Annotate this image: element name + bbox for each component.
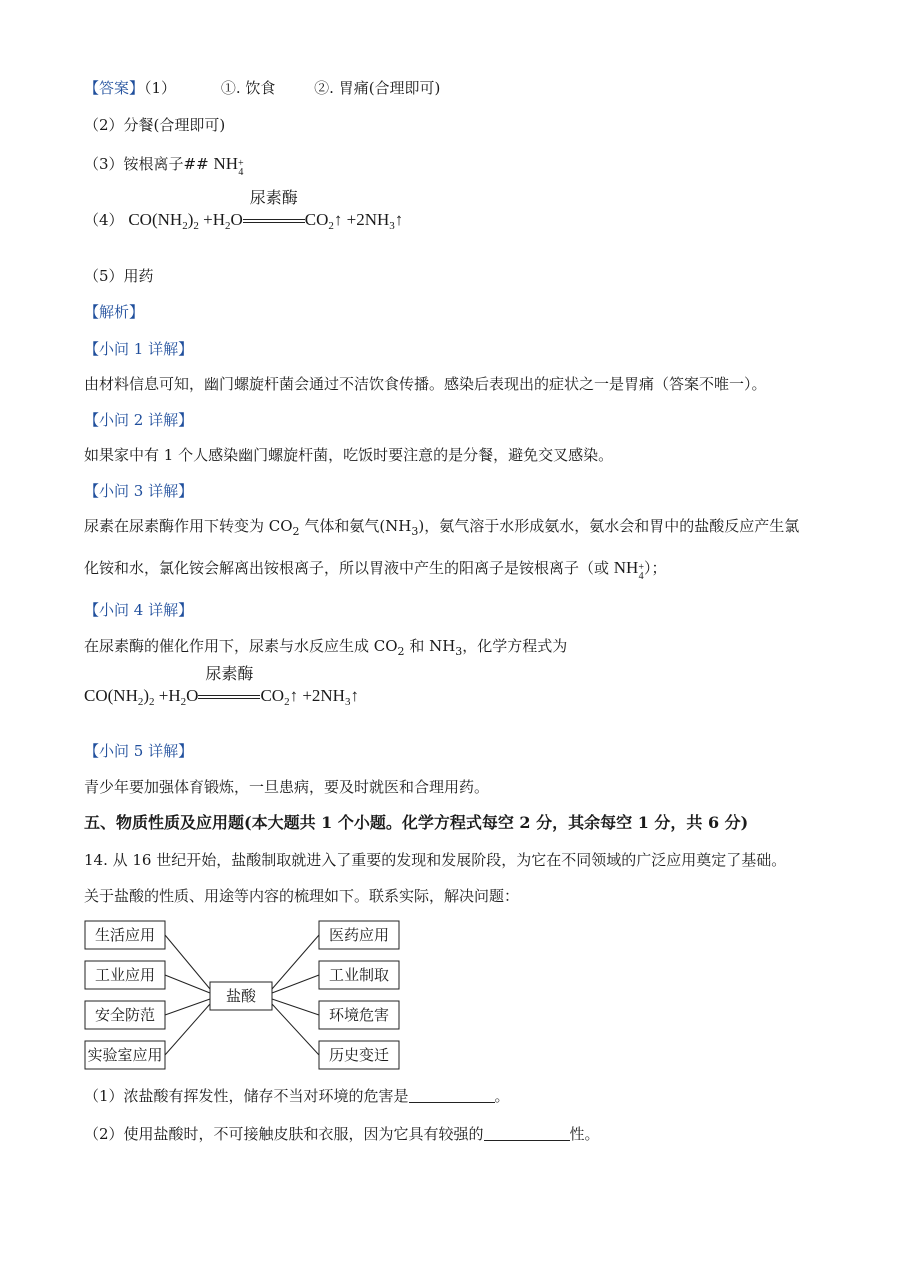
- connector-r3: [272, 999, 319, 1015]
- eq2-catalyst: 尿素酶: [205, 664, 254, 683]
- eq2-plus-h: +H: [154, 686, 181, 705]
- q14-line-2: 关于盐酸的性质、用途等内容的梳理如下。联系实际，解决问题：: [84, 887, 520, 905]
- connector-r2: [272, 975, 319, 993]
- connector-r1: [272, 935, 319, 989]
- left-label-2: 工业应用: [94, 966, 156, 984]
- eq1-rparen: ): [187, 210, 194, 229]
- sub3-co2-sub: 2: [292, 525, 300, 538]
- sub-question-1-text: （1）浓盐酸有挥发性，储存不当对环境的危害是: [84, 1087, 409, 1105]
- eq1-nh3-sub: 3: [389, 220, 395, 232]
- eq2-reaction-arrow: [198, 664, 260, 706]
- sub-question-2: [84, 1124, 600, 1144]
- right-label-4: 历史变迁: [328, 1046, 390, 1064]
- sub1-label: 【小问 1 详解】: [84, 340, 194, 358]
- eq2-rparen: ): [143, 686, 150, 705]
- sub3-ammonium-nh: NH: [613, 558, 639, 577]
- ammonium-formula: [213, 154, 244, 178]
- connector-r4: [272, 1004, 319, 1055]
- answer-q5: （5）用药: [84, 267, 154, 285]
- equation-2-line: [84, 664, 359, 712]
- right-label-2: 工业制取: [328, 966, 390, 984]
- sub3-nh3-sub: 3: [411, 525, 419, 538]
- sub-question-2-text: （2）使用盐酸时，不可接触皮肤和衣服，因为它具有较强的: [84, 1125, 484, 1143]
- ammonium-sub: 4: [238, 167, 244, 178]
- answer-blank-1[interactable]: [409, 1088, 495, 1103]
- eq1-co2: CO: [304, 210, 329, 229]
- eq1-catalyst: 尿素酶: [249, 188, 298, 207]
- sub3-ammonium-sup: +: [638, 562, 644, 573]
- eq2-sub-h: 2: [180, 696, 187, 708]
- eq1-gas-arrow-2: ↑: [394, 210, 404, 229]
- eq2-lparen: (: [107, 686, 114, 705]
- sub3-ammonium: [613, 558, 644, 582]
- right-label-1: 医药应用: [328, 926, 390, 944]
- left-label-1: 生活应用: [94, 926, 156, 944]
- eq2-nh3-sub: 3: [344, 696, 351, 708]
- sub3-text-b: 气体和氨气(NH: [299, 517, 412, 535]
- eq1-gas-arrow-1: ↑: [333, 210, 343, 229]
- answer-q4-number: （4）: [84, 211, 124, 229]
- eq2-co2: CO: [260, 686, 285, 705]
- answer-blank-2[interactable]: [484, 1126, 570, 1141]
- equation-2: [84, 664, 359, 708]
- sub3-text2-a: 化铵和水，氯化铵会解离出铵根离子，所以胃液中产生的阳离子是铵根离子（或: [84, 559, 614, 577]
- sub3-text-2: [84, 558, 667, 581]
- eq1-nh: NH: [157, 210, 183, 229]
- answer-q1-number: （1）: [144, 79, 177, 97]
- answer-q1-a: ①. 饮食: [220, 79, 276, 97]
- sub2-label: 【小问 2 详解】: [84, 411, 194, 429]
- eq2-sub-outer: 2: [149, 696, 155, 708]
- sub1-text: 由材料信息可知，幽门螺旋杆菌会通过不洁饮食传播。感染后表现出的症状之一是胃痛（答案不唯一）。: [84, 375, 767, 393]
- sub4-nh3-sub: 3: [455, 645, 463, 658]
- eq1-plus-h: +H: [198, 210, 225, 229]
- sub5-text: 青少年要加强体育锻炼，一旦患病，要及时就医和合理用药。: [84, 778, 490, 796]
- sub3-text-c: )，氨气溶于水形成氨水，氨水会和胃中的盐酸反应产生氯: [418, 517, 800, 535]
- eq1-co: CO: [128, 210, 152, 229]
- connector-l4: [165, 1004, 210, 1055]
- connector-l2: [165, 975, 210, 993]
- answer-q1-b: ②. 胃痛(合理即可): [314, 79, 441, 97]
- sub4-text-a: 在尿素酶的催化作用下，尿素与水反应生成 CO: [84, 637, 398, 655]
- section-heading: 五、物质性质及应用题(本大题共 1 个小题。化学方程式每空 2 分，其余每空 1 分，共 6 分): [84, 813, 749, 832]
- eq2-co: CO: [84, 686, 108, 705]
- sub4-label: 【小问 4 详解】: [84, 601, 194, 619]
- answer-q4: [84, 188, 404, 236]
- equation-1: [128, 188, 404, 232]
- sub-question-2-end: 性。: [569, 1125, 600, 1143]
- analysis-label: 【解析】: [84, 303, 145, 321]
- eq2-sub: 2: [137, 696, 144, 708]
- sub2-text: 如果家中有 1 个人感染幽门螺旋杆菌，吃饭时要注意的是分餐，避免交叉感染。: [84, 446, 614, 464]
- eq2-nh: NH: [113, 686, 138, 705]
- connector-l3: [165, 999, 210, 1015]
- left-label-4: 实验室应用: [87, 1046, 163, 1064]
- sub4-co2-sub: 2: [397, 645, 405, 658]
- sub-question-1: [84, 1086, 510, 1106]
- sub4-text: [84, 636, 567, 662]
- sub3-text-a: 尿素在尿素酶作用下转变为 CO: [84, 517, 293, 535]
- eq2-gas-arrow-1: ↑: [289, 686, 299, 705]
- answer-q3-text: （3）铵根离子##: [84, 155, 214, 173]
- sub4-text-c: ，化学方程式为: [462, 637, 568, 655]
- hydrochloric-acid-diagram: [80, 916, 410, 1076]
- eq1-co2-sub: 2: [328, 220, 334, 232]
- sub4-text-b: 和 NH: [404, 637, 456, 655]
- sub3-text-1: [84, 516, 799, 542]
- eq1-sub-h: 2: [224, 220, 231, 232]
- eq1-reaction-arrow: [243, 188, 305, 230]
- eq2-2nh: +2NH: [298, 686, 345, 705]
- eq1-o: O: [230, 210, 243, 229]
- ammonium-sup: +: [238, 158, 244, 169]
- sub3-ammonium-sub: 4: [638, 571, 644, 582]
- center-label: 盐酸: [225, 987, 257, 1005]
- answer-q3: [84, 154, 244, 177]
- sub5-label: 【小问 5 详解】: [84, 742, 194, 760]
- eq1-sub-outer: 2: [193, 220, 199, 232]
- eq1-2nh: +2NH: [342, 210, 390, 229]
- connector-l1: [165, 935, 210, 989]
- eq1-sub: 2: [182, 220, 188, 232]
- eq2-double-line: [198, 695, 260, 699]
- ammonium-charge: [238, 159, 244, 177]
- eq2-gas-arrow-2: ↑: [350, 686, 359, 705]
- eq2-o: O: [186, 686, 199, 705]
- eq1-lparen: (: [151, 210, 158, 229]
- left-label-3: 安全防范: [94, 1006, 156, 1024]
- q14-line-1: 14. 从 16 世纪开始，盐酸制取就进入了重要的发现和发展阶段，为它在不同领域的广泛应用奠定了基础。: [84, 851, 787, 869]
- sub3-label: 【小问 3 详解】: [84, 482, 194, 500]
- answer-label: 【答案】: [84, 79, 145, 97]
- eq1-double-line: [243, 219, 305, 223]
- sub3-text2-b: ）；: [643, 559, 667, 577]
- answer-line-1: [84, 78, 440, 98]
- sub-question-1-end: 。: [494, 1087, 510, 1105]
- ammonium-nh: NH: [213, 154, 239, 173]
- eq2-co2-sub: 2: [284, 696, 290, 708]
- right-label-3: 环境危害: [328, 1006, 390, 1024]
- answer-q2: （2）分餐(合理即可): [84, 116, 226, 134]
